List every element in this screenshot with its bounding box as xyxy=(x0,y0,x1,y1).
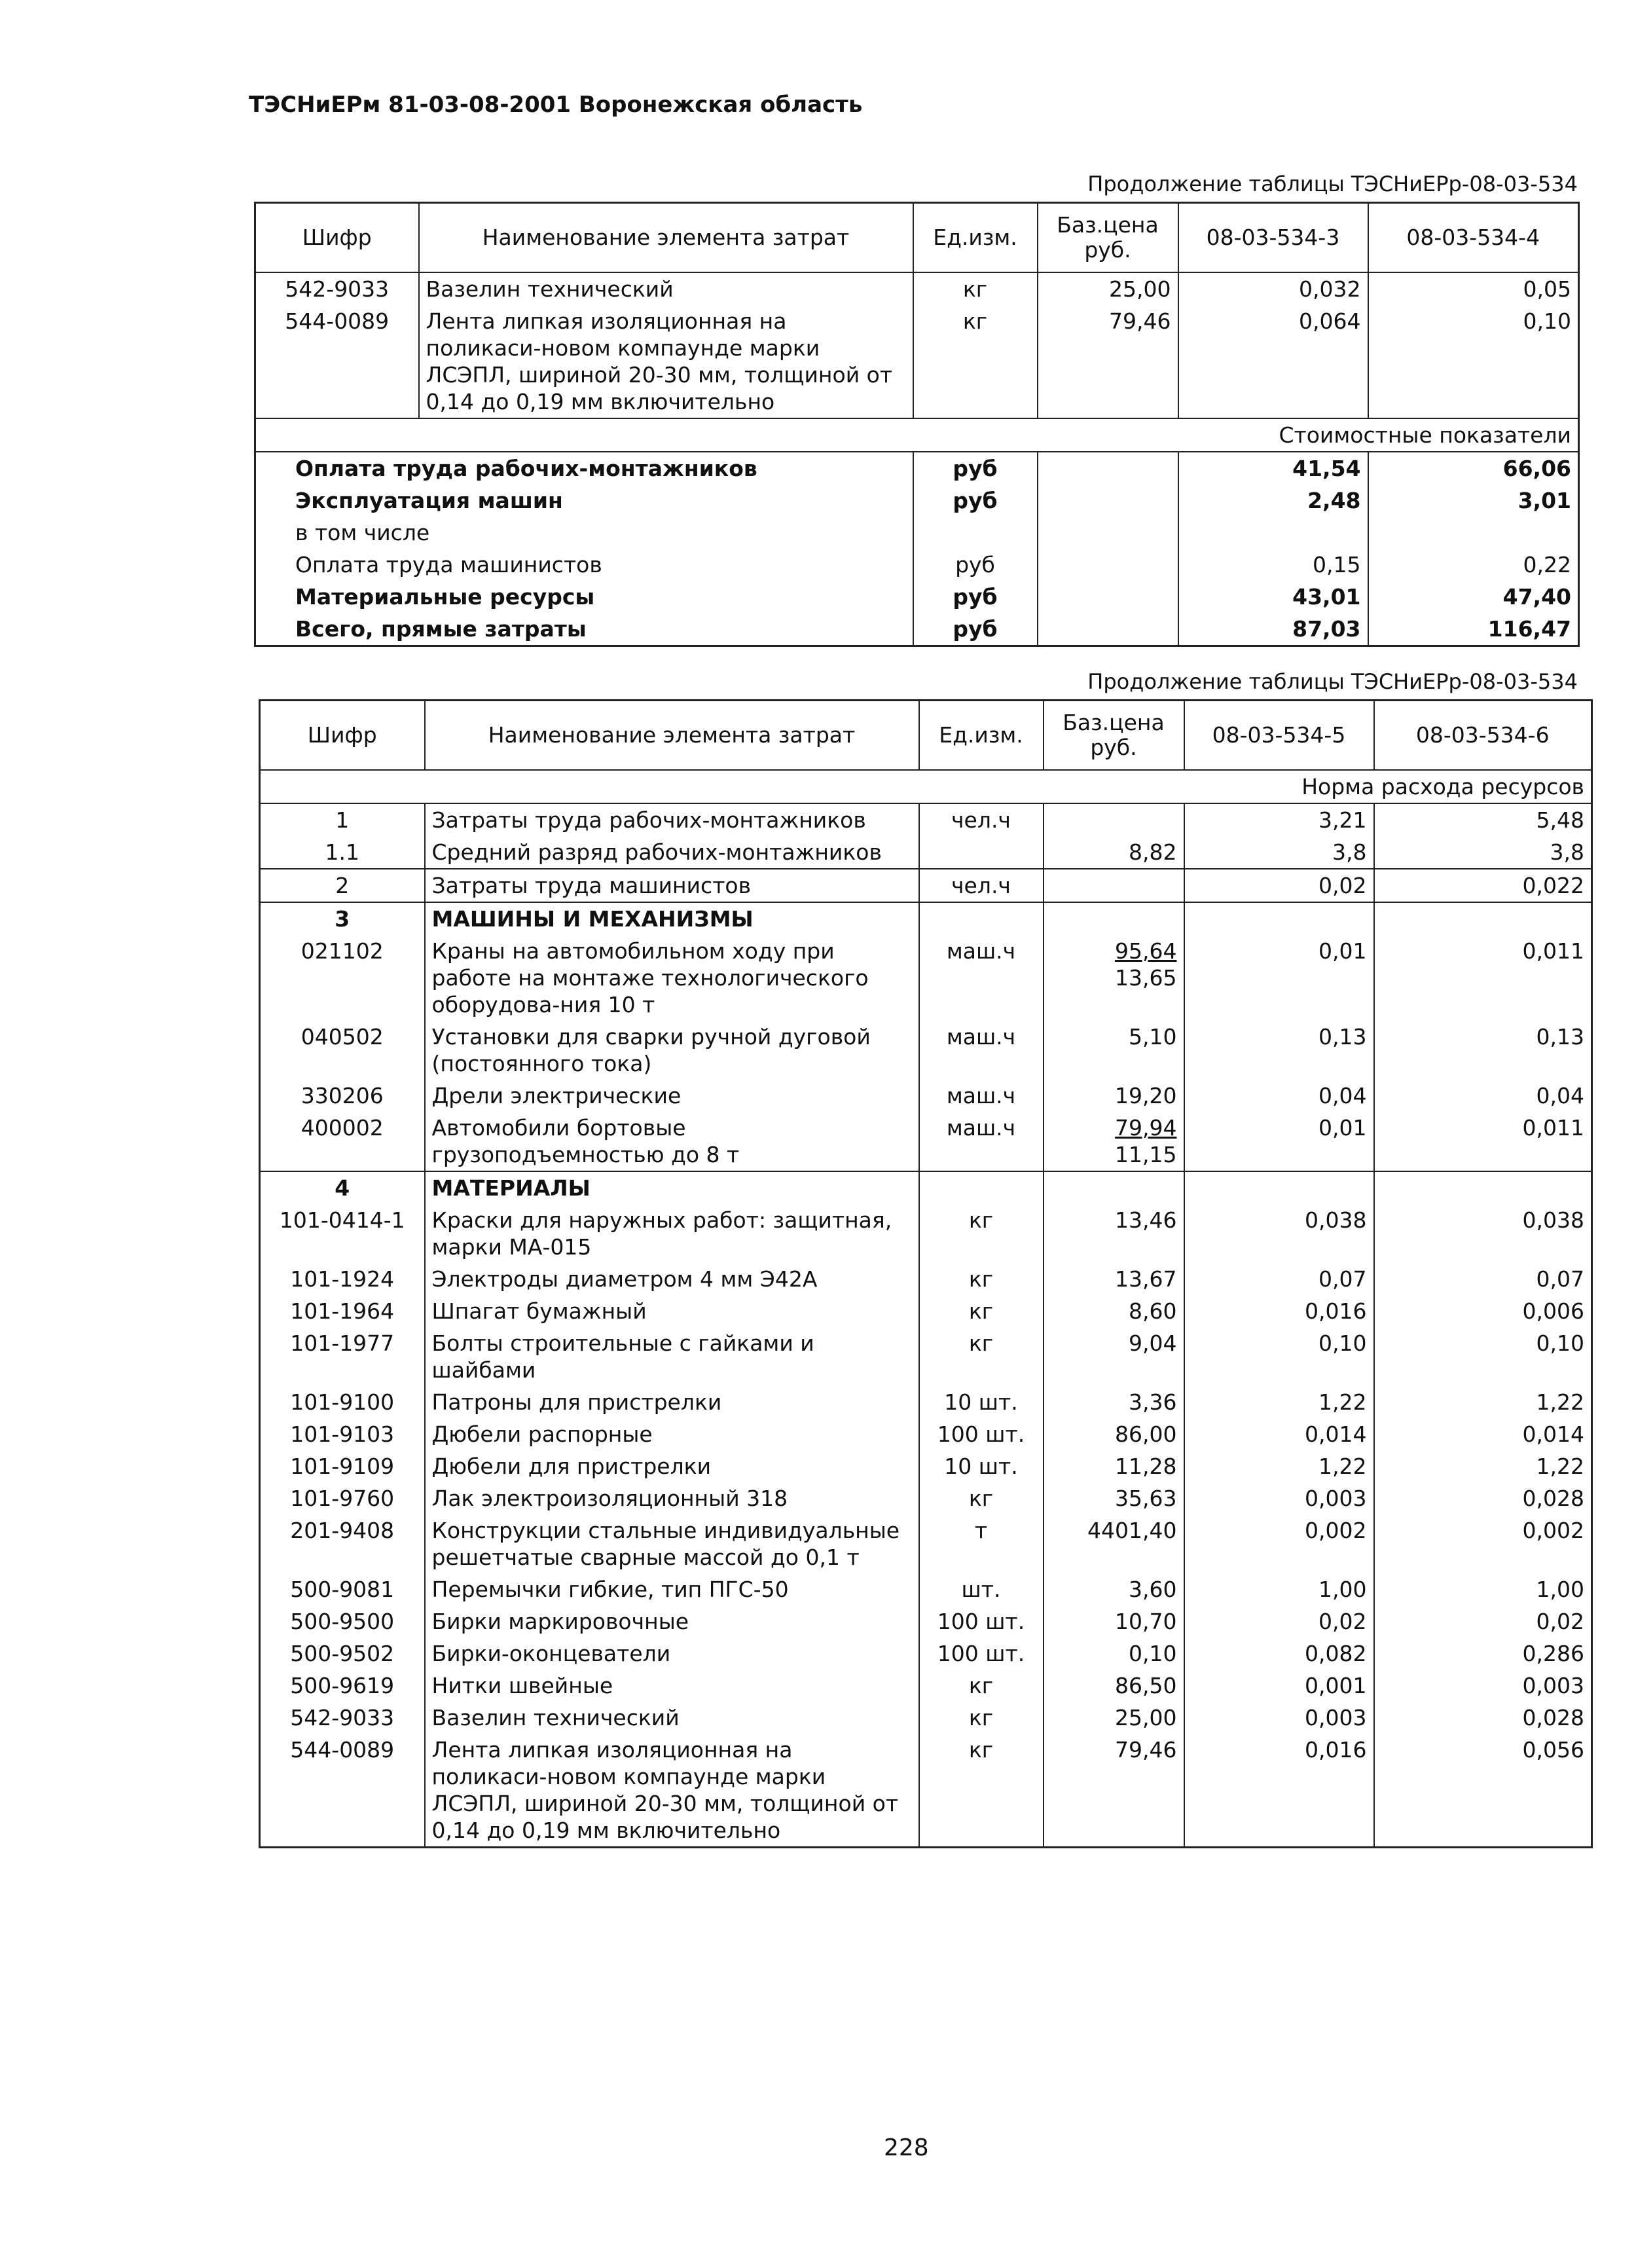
code-cell: 040502 xyxy=(260,1021,425,1080)
name-cell: Автомобили бортовые грузоподъемностью до 8 т xyxy=(425,1112,919,1171)
name-cell: Болты строительные с гайками и шайбами xyxy=(425,1327,919,1386)
name-cell: Патроны для пристрелки xyxy=(425,1386,919,1418)
table-row xyxy=(260,869,1592,902)
value-cell: 0,011 xyxy=(1374,1112,1592,1171)
value-cell: 0,01 xyxy=(1184,935,1374,1021)
value-cell: 0,028 xyxy=(1374,1482,1592,1514)
value-cell: 1,22 xyxy=(1184,1386,1374,1418)
value-cell: 0,038 xyxy=(1184,1204,1374,1263)
name-cell: Дрели электрические xyxy=(425,1080,919,1112)
cost-row xyxy=(255,581,1579,613)
name-cell: Электроды диаметром 4 мм Э42А xyxy=(425,1263,919,1295)
value-cell: 0,011 xyxy=(1374,935,1592,1021)
price-labor: 13,65 xyxy=(1115,965,1177,991)
price-cell xyxy=(1044,869,1184,902)
name-cell: Конструкции стальные индивидуальные решетчатые сварные массой до 0,1 т xyxy=(425,1514,919,1573)
cost-name: Материальные ресурсы xyxy=(255,581,913,613)
unit-cell: 100 шт. xyxy=(919,1637,1044,1670)
code-cell: 1.1 xyxy=(260,836,425,869)
name-cell: Лента липкая изоляционная на поликаси-новом компаунде марки ЛСЭПЛ, шириной 20-30 мм, толщиной от 0,14 до 0,19 мм включительно xyxy=(425,1734,919,1848)
price-cell: 13,67 xyxy=(1044,1263,1184,1295)
name-cell: Установки для сварки ручной дуговой (постоянного тока) xyxy=(425,1021,919,1080)
table-row xyxy=(260,1482,1592,1514)
table-row xyxy=(260,1702,1592,1734)
table-row xyxy=(255,272,1579,305)
table-row xyxy=(260,1734,1592,1848)
col-v1-header: 08-03-534-5 xyxy=(1184,701,1374,771)
name-cell: Вазелин технический xyxy=(425,1702,919,1734)
table-row xyxy=(260,1450,1592,1482)
price-cell xyxy=(1038,517,1178,549)
value-cell: 0,001 xyxy=(1184,1670,1374,1702)
price-cell xyxy=(1038,613,1178,646)
name-cell: Дюбели для пристрелки xyxy=(425,1450,919,1482)
value-cell: 1,22 xyxy=(1374,1450,1592,1482)
price-main: 95,64 xyxy=(1115,938,1177,964)
value-cell: 47,40 xyxy=(1368,581,1579,613)
table-row xyxy=(260,1263,1592,1295)
value-cell xyxy=(1374,902,1592,935)
code-cell: 500-9081 xyxy=(260,1573,425,1605)
price-cell xyxy=(1038,581,1178,613)
cost-name: Оплата труда машинистов xyxy=(255,549,913,581)
price-cell xyxy=(1044,935,1184,1021)
price-cell xyxy=(1044,803,1184,836)
unit-cell: 10 шт. xyxy=(919,1386,1044,1418)
price-cell xyxy=(1044,1171,1184,1204)
value-cell: 0,15 xyxy=(1178,549,1368,581)
col-code-header: Шифр xyxy=(260,701,425,771)
unit-cell: кг xyxy=(919,1263,1044,1295)
table-row xyxy=(260,1637,1592,1670)
cost-row xyxy=(255,452,1579,485)
name-cell: Затраты труда рабочих-монтажников xyxy=(425,803,919,836)
value-cell: 0,13 xyxy=(1374,1021,1592,1080)
price-labor: 11,15 xyxy=(1115,1142,1177,1167)
unit-cell xyxy=(919,836,1044,869)
price-cell: 10,70 xyxy=(1044,1605,1184,1637)
value-cell: 1,22 xyxy=(1374,1386,1592,1418)
value-cell: 0,003 xyxy=(1184,1702,1374,1734)
name-cell: Затраты труда машинистов xyxy=(425,869,919,902)
unit-cell: т xyxy=(919,1514,1044,1573)
table2 xyxy=(259,699,1593,1848)
table2-caption: Продолжение таблицы ТЭСНиЕРр-08-03-534 xyxy=(1087,669,1578,694)
unit-cell: чел.ч xyxy=(919,803,1044,836)
table-row xyxy=(260,803,1592,836)
section-row xyxy=(260,902,1592,935)
value-cell: 0,02 xyxy=(1374,1605,1592,1637)
table1-caption: Продолжение таблицы ТЭСНиЕРр-08-03-534 xyxy=(1087,172,1578,196)
unit-cell: кг xyxy=(919,1327,1044,1386)
table-row xyxy=(260,836,1592,869)
price-cell: 4401,40 xyxy=(1044,1514,1184,1573)
value-cell: 0,04 xyxy=(1374,1080,1592,1112)
value-cell: 0,056 xyxy=(1374,1734,1592,1848)
value-cell: 5,48 xyxy=(1374,803,1592,836)
col-unit-header: Ед.изм. xyxy=(913,203,1038,273)
unit-cell xyxy=(919,902,1044,935)
page-title: ТЭСНиЕРм 81-03-08-2001 Воронежская область xyxy=(249,92,863,118)
code-cell: 2 xyxy=(260,869,425,902)
value-cell: 3,01 xyxy=(1368,485,1579,517)
value-cell: 116,47 xyxy=(1368,613,1579,646)
col-v2-header: 08-03-534-4 xyxy=(1368,203,1579,273)
price-cell: 13,46 xyxy=(1044,1204,1184,1263)
price-cell: 5,10 xyxy=(1044,1021,1184,1080)
code-cell: 500-9502 xyxy=(260,1637,425,1670)
value-cell: 3,8 xyxy=(1184,836,1374,869)
value-cell: 0,014 xyxy=(1374,1418,1592,1450)
price-cell xyxy=(1044,902,1184,935)
unit-cell: кг xyxy=(919,1295,1044,1327)
cost-row xyxy=(255,613,1579,646)
price-cell: 8,60 xyxy=(1044,1295,1184,1327)
table-row xyxy=(260,1112,1592,1171)
name-cell: МАТЕРИАЛЫ xyxy=(425,1171,919,1204)
value-cell: 0,10 xyxy=(1374,1327,1592,1386)
value-cell: 0,002 xyxy=(1374,1514,1592,1573)
name-cell: Лак электроизоляционный 318 xyxy=(425,1482,919,1514)
unit-cell: кг xyxy=(919,1670,1044,1702)
code-cell: 1 xyxy=(260,803,425,836)
code-cell: 101-9100 xyxy=(260,1386,425,1418)
price-cell: 25,00 xyxy=(1038,272,1178,305)
value-cell xyxy=(1184,902,1374,935)
table-row xyxy=(260,1605,1592,1637)
table-row xyxy=(260,1327,1592,1386)
name-cell: Краны на автомобильном ходу при работе на монтаже технологического оборудова-ния 10 т xyxy=(425,935,919,1021)
code-cell: 201-9408 xyxy=(260,1514,425,1573)
price-cell: 25,00 xyxy=(1044,1702,1184,1734)
cost-row xyxy=(255,485,1579,517)
col-name-header: Наименование элемента затрат xyxy=(419,203,913,273)
unit-cell: кг xyxy=(919,1734,1044,1848)
section-row xyxy=(260,1171,1592,1204)
unit-cell xyxy=(919,1171,1044,1204)
col-name-header: Наименование элемента затрат xyxy=(425,701,919,771)
value-cell: 87,03 xyxy=(1178,613,1368,646)
norm-label: Норма расхода ресурсов xyxy=(260,770,1592,803)
value-cell: 3,21 xyxy=(1184,803,1374,836)
code-cell: 500-9619 xyxy=(260,1670,425,1702)
table-row xyxy=(260,1204,1592,1263)
value-cell xyxy=(1184,1171,1374,1204)
unit-cell: 100 шт. xyxy=(919,1418,1044,1450)
unit-cell: руб xyxy=(913,613,1038,646)
code-cell: 101-1964 xyxy=(260,1295,425,1327)
value-cell: 0,10 xyxy=(1368,305,1579,418)
value-cell: 1,00 xyxy=(1374,1573,1592,1605)
cost-name: Всего, прямые затраты xyxy=(255,613,913,646)
value-cell: 0,05 xyxy=(1368,272,1579,305)
price-main: 79,94 xyxy=(1115,1115,1177,1141)
value-cell: 0,016 xyxy=(1184,1734,1374,1848)
unit-cell: кг xyxy=(913,305,1038,418)
code-cell: 101-9760 xyxy=(260,1482,425,1514)
price-cell: 9,04 xyxy=(1044,1327,1184,1386)
value-cell: 1,22 xyxy=(1184,1450,1374,1482)
name-cell: Нитки швейные xyxy=(425,1670,919,1702)
name-cell: Краски для наружных работ: защитная, марки МА-015 xyxy=(425,1204,919,1263)
name-cell: Дюбели распорные xyxy=(425,1418,919,1450)
value-cell: 0,02 xyxy=(1184,869,1374,902)
unit-cell: кг xyxy=(919,1204,1044,1263)
unit-cell: маш.ч xyxy=(919,1080,1044,1112)
unit-cell: 100 шт. xyxy=(919,1605,1044,1637)
value-cell: 0,04 xyxy=(1184,1080,1374,1112)
unit-cell xyxy=(913,517,1038,549)
unit-cell: 10 шт. xyxy=(919,1450,1044,1482)
unit-cell: маш.ч xyxy=(919,935,1044,1021)
price-cell xyxy=(1038,549,1178,581)
table-row xyxy=(260,935,1592,1021)
value-cell: 1,00 xyxy=(1184,1573,1374,1605)
code-cell: 101-9103 xyxy=(260,1418,425,1450)
unit-cell: кг xyxy=(913,272,1038,305)
value-cell: 0,07 xyxy=(1374,1263,1592,1295)
unit-cell: руб xyxy=(913,485,1038,517)
price-cell: 8,82 xyxy=(1044,836,1184,869)
unit-cell: чел.ч xyxy=(919,869,1044,902)
value-cell: 0,286 xyxy=(1374,1637,1592,1670)
value-cell: 0,01 xyxy=(1184,1112,1374,1171)
col-unit-header: Ед.изм. xyxy=(919,701,1044,771)
name-cell: МАШИНЫ И МЕХАНИЗМЫ xyxy=(425,902,919,935)
table-row xyxy=(260,1670,1592,1702)
value-cell: 0,032 xyxy=(1178,272,1368,305)
price-cell: 86,00 xyxy=(1044,1418,1184,1450)
price-cell: 79,46 xyxy=(1038,305,1178,418)
code-cell: 330206 xyxy=(260,1080,425,1112)
value-cell: 0,10 xyxy=(1184,1327,1374,1386)
price-cell: 79,46 xyxy=(1044,1734,1184,1848)
price-cell: 11,28 xyxy=(1044,1450,1184,1482)
col-code-header: Шифр xyxy=(255,203,419,273)
unit-cell: руб xyxy=(913,452,1038,485)
value-cell: 0,13 xyxy=(1184,1021,1374,1080)
price-cell xyxy=(1038,452,1178,485)
code-cell: 542-9033 xyxy=(260,1702,425,1734)
price-cell: 35,63 xyxy=(1044,1482,1184,1514)
value-cell xyxy=(1178,517,1368,549)
value-cell: 2,48 xyxy=(1178,485,1368,517)
name-cell: Бирки маркировочные xyxy=(425,1605,919,1637)
col-v2-header: 08-03-534-6 xyxy=(1374,701,1592,771)
cost-name: Оплата труда рабочих-монтажников xyxy=(255,452,913,485)
value-cell xyxy=(1374,1171,1592,1204)
value-cell: 0,02 xyxy=(1184,1605,1374,1637)
cost-row xyxy=(255,517,1579,549)
table-row xyxy=(260,1573,1592,1605)
code-cell: 101-0414-1 xyxy=(260,1204,425,1263)
value-cell: 0,038 xyxy=(1374,1204,1592,1263)
cost-row xyxy=(255,549,1579,581)
unit-cell: шт. xyxy=(919,1573,1044,1605)
price-cell xyxy=(1044,1112,1184,1171)
unit-cell: руб xyxy=(913,581,1038,613)
value-cell: 0,022 xyxy=(1374,869,1592,902)
name-cell: Средний разряд рабочих-монтажников xyxy=(425,836,919,869)
code-cell: 021102 xyxy=(260,935,425,1021)
value-cell: 0,002 xyxy=(1184,1514,1374,1573)
code-cell: 101-9109 xyxy=(260,1450,425,1482)
value-cell: 3,8 xyxy=(1374,836,1592,869)
value-cell: 43,01 xyxy=(1178,581,1368,613)
value-cell: 0,22 xyxy=(1368,549,1579,581)
price-cell: 19,20 xyxy=(1044,1080,1184,1112)
value-cell xyxy=(1368,517,1579,549)
unit-cell: маш.ч xyxy=(919,1021,1044,1080)
value-cell: 41,54 xyxy=(1178,452,1368,485)
unit-cell: маш.ч xyxy=(919,1112,1044,1171)
page-number: 228 xyxy=(884,2134,929,2161)
code-cell: 542-9033 xyxy=(255,272,419,305)
unit-cell: кг xyxy=(919,1482,1044,1514)
value-cell: 0,016 xyxy=(1184,1295,1374,1327)
table-row xyxy=(260,1386,1592,1418)
price-cell xyxy=(1038,485,1178,517)
value-cell: 0,003 xyxy=(1374,1670,1592,1702)
col-price-header: Баз.цена руб. xyxy=(1044,701,1184,771)
code-cell: 4 xyxy=(260,1171,425,1204)
name-cell: Перемычки гибкие, тип ПГС-50 xyxy=(425,1573,919,1605)
table-row xyxy=(255,305,1579,418)
col-price-header: Баз.цена руб. xyxy=(1038,203,1178,273)
value-cell: 0,064 xyxy=(1178,305,1368,418)
value-cell: 0,003 xyxy=(1184,1482,1374,1514)
price-cell: 0,10 xyxy=(1044,1637,1184,1670)
code-cell: 544-0089 xyxy=(255,305,419,418)
code-cell: 101-1924 xyxy=(260,1263,425,1295)
price-cell: 86,50 xyxy=(1044,1670,1184,1702)
table-row xyxy=(260,1080,1592,1112)
unit-cell: руб xyxy=(913,549,1038,581)
code-cell: 500-9500 xyxy=(260,1605,425,1637)
value-cell: 66,06 xyxy=(1368,452,1579,485)
table1 xyxy=(254,202,1580,647)
value-cell: 0,028 xyxy=(1374,1702,1592,1734)
table-row xyxy=(260,1514,1592,1573)
table-row xyxy=(260,1295,1592,1327)
cost-indicators-label: Стоимостные показатели xyxy=(255,418,1579,452)
name-cell: Бирки-оконцеватели xyxy=(425,1637,919,1670)
code-cell: 400002 xyxy=(260,1112,425,1171)
table-row xyxy=(260,1021,1592,1080)
value-cell: 0,006 xyxy=(1374,1295,1592,1327)
code-cell: 544-0089 xyxy=(260,1734,425,1848)
name-cell: Лента липкая изоляционная на поликаси-новом компаунде марки ЛСЭПЛ, шириной 20-30 мм, толщиной от 0,14 до 0,19 мм включительно xyxy=(419,305,913,418)
name-cell: Вазелин технический xyxy=(419,272,913,305)
table-row xyxy=(260,1418,1592,1450)
code-cell: 3 xyxy=(260,902,425,935)
unit-cell: кг xyxy=(919,1702,1044,1734)
name-cell: Шпагат бумажный xyxy=(425,1295,919,1327)
code-cell: 101-1977 xyxy=(260,1327,425,1386)
value-cell: 0,014 xyxy=(1184,1418,1374,1450)
price-cell: 3,36 xyxy=(1044,1386,1184,1418)
value-cell: 0,07 xyxy=(1184,1263,1374,1295)
col-v1-header: 08-03-534-3 xyxy=(1178,203,1368,273)
cost-name: Эксплуатация машин xyxy=(255,485,913,517)
value-cell: 0,082 xyxy=(1184,1637,1374,1670)
cost-name: в том числе xyxy=(255,517,913,549)
price-cell: 3,60 xyxy=(1044,1573,1184,1605)
